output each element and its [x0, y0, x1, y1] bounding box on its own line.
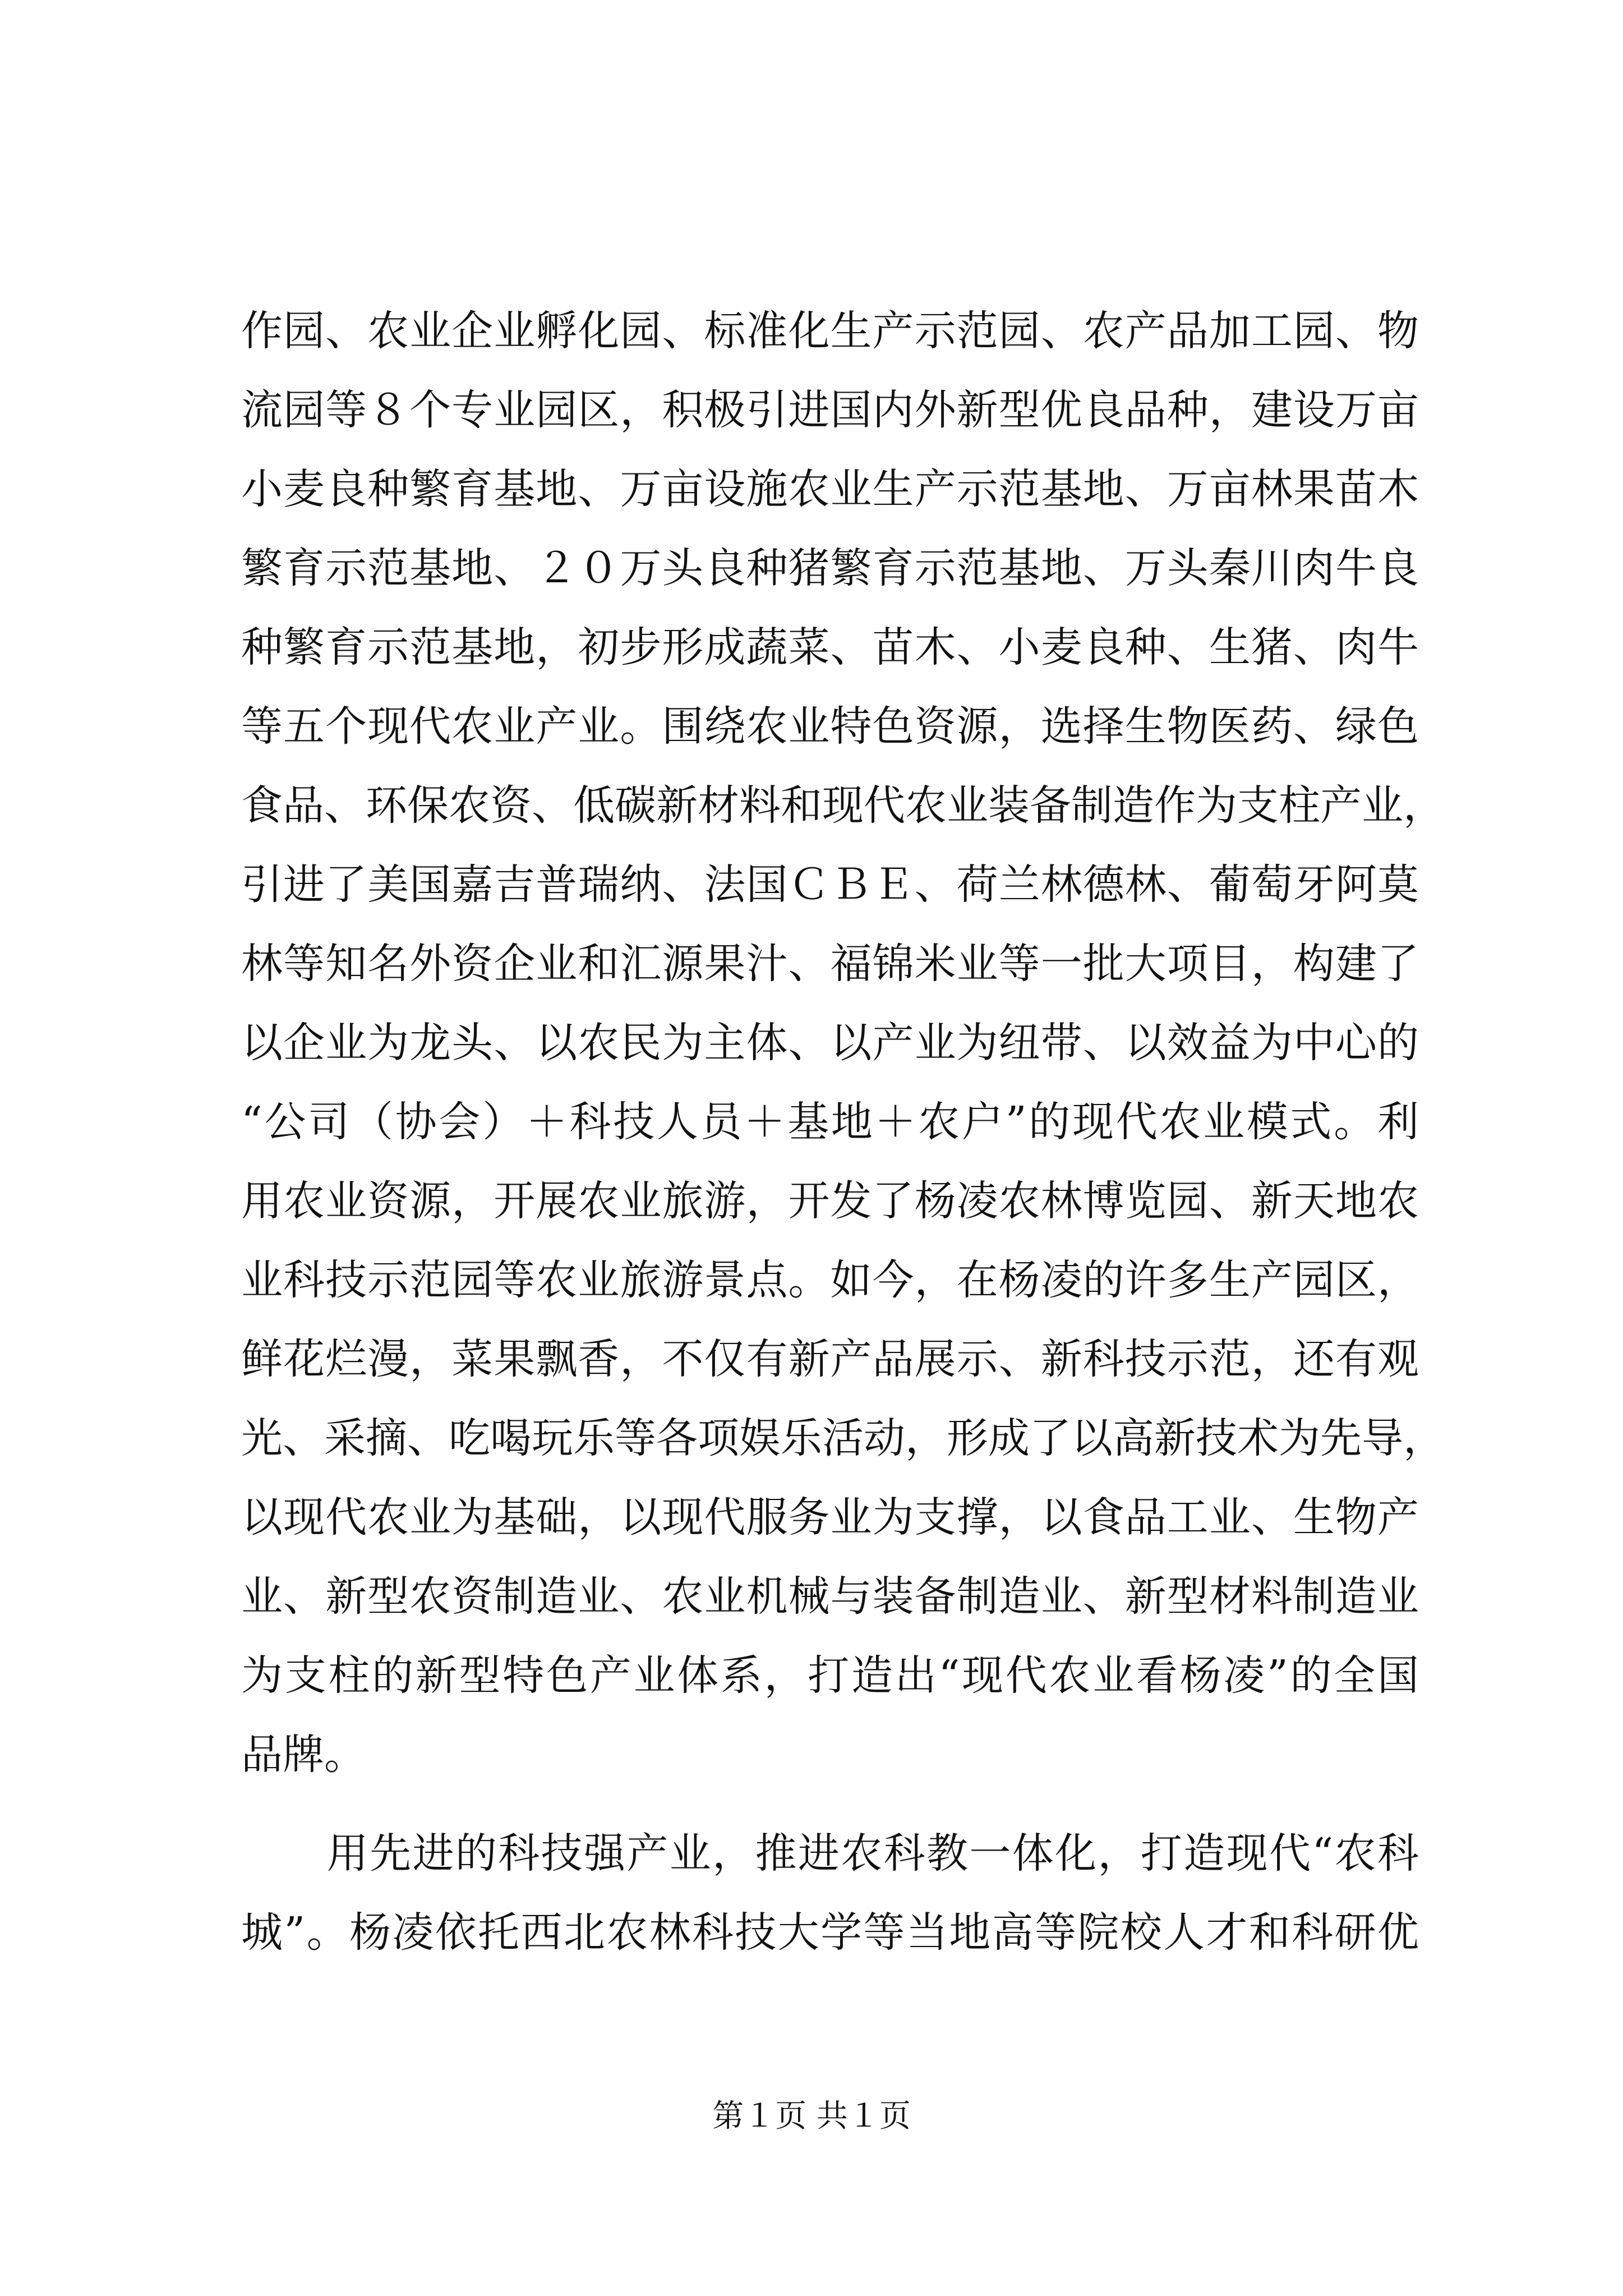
text-line: 光、采摘、吃喝玩乐等各项娱乐活动，形成了以高新技术为先导，	[241, 1414, 1445, 1462]
text-line: 小麦良种繁育基地、万亩设施农业生产示范基地、万亩林果苗木	[241, 465, 1419, 513]
paragraph-gap	[241, 1795, 1419, 1814]
paragraph	[241, 292, 1445, 1795]
text-line: 用农业资源，开展农业旅游，开发了杨凌农林博览园、新天地农	[241, 1177, 1419, 1225]
text-line: 等五个现代农业产业。围绕农业特色资源，选择生物医药、绿色	[241, 702, 1419, 751]
text-line: 业、新型农资制造业、农业机械与装备制造业、新型材料制造业	[241, 1572, 1419, 1621]
text-line: 以企业为龙头、以农民为主体、以产业为纽带、以效益为中心的	[241, 1019, 1419, 1067]
text-line: 城”。杨凌依托西北农林科技大学等当地高等院校人才和科研优	[241, 1908, 1419, 1957]
text-line: 以现代农业为基础，以现代服务业为支撑，以食品工业、生物产	[241, 1493, 1419, 1542]
text-line: 作园、农业企业孵化园、标准化生产示范园、农产品加工园、物	[241, 307, 1419, 355]
text-line: 品牌。	[241, 1731, 366, 1779]
text-line: 种繁育示范基地，初步形成蔬菜、苗木、小麦良种、生猪、肉牛	[241, 623, 1419, 671]
document-body	[241, 292, 1445, 1972]
text-line: 林等知名外资企业和汇源果汁、福锦米业等一批大项目，构建了	[241, 940, 1419, 988]
text-line: 用先进的科技强产业，推进农科教一体化，打造现代“农科	[241, 1829, 1419, 1878]
text-line: 流园等８个专业园区，积极引进国内外新型优良品种，建设万亩	[241, 386, 1419, 434]
text-line: “公司（协会）＋科技人员＋基地＋农户”的现代农业模式。利	[241, 1098, 1419, 1146]
text-line: 为支柱的新型特色产业体系，打造出“现代农业看杨凌”的全国	[241, 1651, 1419, 1700]
text-line: 鲜花烂漫，菜果飘香，不仅有新产品展示、新科技示范，还有观	[241, 1335, 1419, 1383]
text-line: 业科技示范园等农业旅游景点。如今，在杨凌的许多生产园区，	[241, 1256, 1419, 1304]
paragraph	[241, 1814, 1419, 1972]
text-line: 食品、环保农资、低碳新材料和现代农业装备制造作为支柱产业，	[241, 781, 1445, 830]
page-footer: 第１页 共１页	[712, 2098, 911, 2134]
text-line: 繁育示范基地、２０万头良种猪繁育示范基地、万头秦川肉牛良	[241, 544, 1419, 592]
text-line: 引进了美国嘉吉普瑞纳、法国ＣＢＥ、荷兰林德林、葡萄牙阿莫	[241, 861, 1419, 909]
